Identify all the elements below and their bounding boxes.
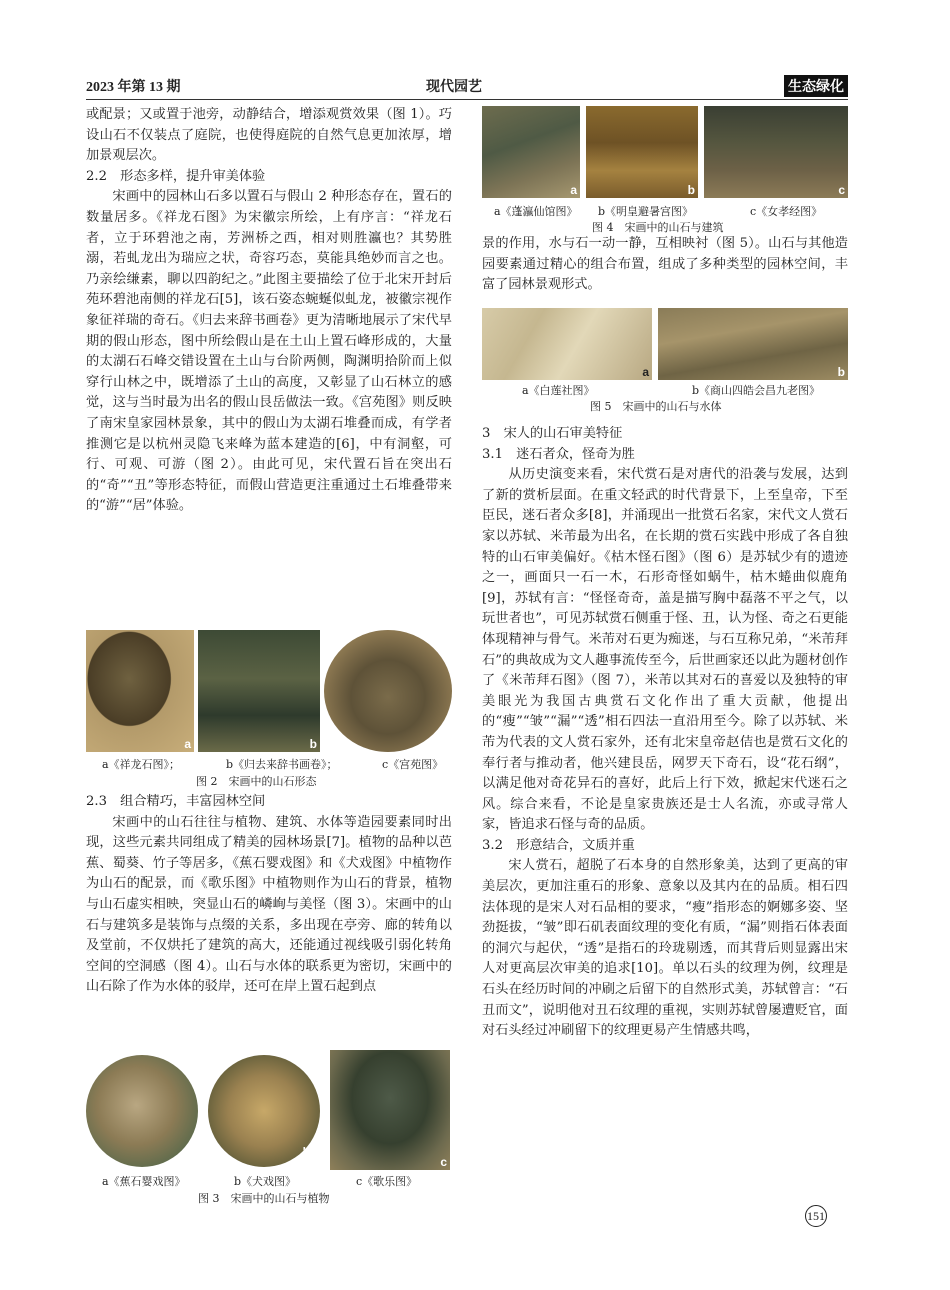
caption-2b: b《归去来辞书画卷》； — [226, 758, 338, 771]
figure-2c-image — [324, 630, 452, 752]
caption-3b: b《犬戏图》 — [234, 1175, 297, 1188]
paragraph: 宋画中的园林山石多以置石与假山 2 种形态存在，置石的数量居多。《祥龙石图》为宋徽宗所绘，上有序言：“祥龙石者，立于环碧池之南，芳洲桥之西，相对则胜瀛也？其势胜溺，若虬龙出为瑞应之状，奇容巧态，莫能具绝妙而言之也。乃亲绘缣素，聊以四韵纪之。”此图主要描绘了位于北宋开封后苑环碧池南侧的祥龙石[5]，该石姿态蜿蜒似虬龙，被徽宗视作象征祥瑞的奇石。《归去来辞书画卷》更为清晰地展示了宋代早期的假山形态，图中所绘假山是在土山上置石峰形成的，大量的太湖石石峰交错设置在土山与台阶两侧，陶渊明拾阶而上似穿行山林之中，既增添了土山的高度，又彰显了山石林立的感觉，这与当时最为出名的假山艮岳做法一致。《宫苑图》则反映了南宋皇家园林景象，其中的假山为太湖石堆叠而成，有学者推测它是以杭州灵隐飞来峰为蓝本建造的[6]，中有洞壑，可行、可观、可游（图 2）。由此可见，宋代置石旨在突出石的“奇”“丑”等形态特征，而假山营造更注重通过土石堆叠带来的“游”“居”体验。 — [86, 189, 452, 514]
header-rule — [86, 99, 848, 100]
figure-2a-image — [86, 630, 194, 752]
paragraph: 宋画中的山石往往与植物、建筑、水体等造园要素同时出现，这些元素共同组成了精美的园林场景[7]。植物的品种以芭蕉、蜀葵、竹子等居多，《蕉石婴戏图》和《犬戏图》中植物作为山石的配景，而《歌乐图》中植物则作为山石的背景，植物与山石虚实相映，突显山石的嶙峋与美怪（图 3）。宋画中的山石与建筑多是装饰与点缀的关系，多出现在亭旁、廊的转角以及堂前，不仅烘托了建筑的高大，还能通过视线吸引弱化转角空间的空洞感（图 4）。山石与水体的联系更为密切，宋画中的山石除了作为水体的驳岸，还可在岸上置石起到点 — [86, 814, 452, 995]
running-header — [86, 76, 848, 98]
caption-3a: a《蕉石婴戏图》 — [102, 1175, 186, 1188]
section-heading-3: 3 宋人的山石审美特征 — [482, 426, 623, 441]
section-heading-3-1: 3.1 迷石者众，怪奇为胜 — [482, 446, 635, 462]
figure-2-title: 图 2 宋画中的山石形态 — [196, 775, 317, 788]
right-column-text-2 — [482, 424, 848, 1042]
section-badge: 生态绿化 — [784, 75, 848, 97]
panel-label: c — [838, 183, 845, 197]
panel-label: b — [302, 1145, 310, 1159]
figure-4a-image — [482, 106, 580, 198]
caption-3c: c《歌乐图》 — [356, 1175, 418, 1188]
paragraph: 或配景；又或置于池旁，动静结合，增添观赏效果（图 1）。巧设山石不仅装点了庭院，也使得庭院的自然气息更加浓厚，增加景观层次。 — [86, 107, 452, 164]
panel-label: a — [184, 737, 191, 751]
paragraph: 景的作用，水与石一动一静，互相映衬（图 5）。山石与其他造园要素通过精心的组合布置，组成了多种类型的园林空间，丰富了园林景观形式。 — [482, 236, 848, 293]
caption-4c: c《女孝经图》 — [750, 205, 823, 218]
panel-label: b — [687, 183, 695, 197]
section-heading-2-3: 2.3 组合精巧，丰富园林空间 — [86, 794, 266, 809]
figure-5a-image — [482, 308, 652, 380]
caption-4b: b《明皇避暑宫图》 — [598, 205, 694, 218]
figure-3a-image — [86, 1055, 198, 1167]
left-column-top — [86, 105, 452, 517]
panel-label: b — [837, 365, 845, 379]
panel-label: c — [440, 1155, 447, 1169]
figure-4 — [482, 106, 848, 236]
figure-3c-image — [330, 1050, 450, 1170]
caption-4a: a《蓬瀛仙馆图》 — [494, 205, 578, 218]
figure-3-title: 图 3 宋画中的山石与植物 — [198, 1192, 330, 1205]
section-heading-3-2: 3.2 形意结合，文质并重 — [482, 837, 635, 853]
panel-label: a — [642, 365, 649, 379]
figure-5-title: 图 5 宋画中的山石与水体 — [590, 400, 722, 413]
figure-4-title: 图 4 宋画中的山石与建筑 — [592, 221, 724, 234]
panel-label: a — [570, 183, 577, 197]
figure-3b-image — [208, 1055, 320, 1167]
caption-2a: a《祥龙石图》； — [102, 758, 181, 771]
panel-label: a — [181, 1145, 188, 1159]
right-column-text-1 — [482, 234, 848, 296]
figure-5b-image — [658, 308, 848, 380]
caption-5b: b《商山四皓会昌九老图》 — [692, 384, 821, 397]
panel-label: c — [439, 737, 446, 751]
figure-4c-image — [704, 106, 848, 198]
page-number: 151 — [805, 1205, 827, 1227]
issue-label: 2023 年第 13 期 — [86, 80, 181, 95]
caption-2c: c《宫苑图》 — [382, 758, 444, 771]
figure-2 — [86, 630, 452, 790]
journal-title: 现代园艺 — [426, 79, 482, 95]
figure-5 — [482, 308, 848, 414]
caption-5a: a《白莲社图》 — [522, 384, 595, 397]
left-column-bottom — [86, 792, 452, 998]
panel-label: b — [309, 737, 317, 751]
paragraph: 宋人赏石，超脱了石本身的自然形象美，达到了更高的审美层次，更加注重石的形象、意象以及其内在的品质。相石四法体现的是宋人对石品相的要求，“瘦”指形态的婀娜多姿、坚劲挺拔，“皱”即石矶表面纹理的变化有质，“漏”则指石体表面的洞穴与起伏，“透”是指石的玲珑剔透，而其背后则显露出宋人对更高层次审美的追求[10]。单以石头的纹理为例，纹理是石头在经历时间的冲刷之后留下的自然形式美，苏轼曾言：“石丑而文”，说明他对丑石纹理的重视，实则苏轼曾屡遭贬官，面对石头经过冲刷留下的纹理更易产生情感共鸣， — [482, 858, 848, 1039]
figure-4b-image — [586, 106, 698, 198]
figure-3 — [86, 1050, 452, 1210]
paragraph: 从历史演变来看，宋代赏石是对唐代的沿袭与发展，达到了新的赏析层面。在重文轻武的时代背景下，上至皇帝，下至臣民，迷石者众多[8]，并涌现出一批赏石名家，宋代文人赏石家以苏轼、米芾最为出名，在长期的赏石实践中形成了各自独特的山石审美偏好。《枯木怪石图》（图 6）是苏轼少有的遗迹之一，画面只一石一木，石形奇怪如蜗牛，枯木蜷曲似鹿角[9]，苏轼有言：“怪怪奇奇，盖是描写胸中磊落不平之气，以玩世者也”，可见苏轼赏石侧重于怪、丑，认为怪、奇之石更能体现精神与骨气。米芾对石更为痴迷，与石互称兄弟，“米芾拜石”的典故成为文人趣事流传至今，后世画家还以此为题材创作了《米芾拜石图》（图 7），米芾以其对石的喜爱以及独特的审美眼光为我国古典赏石文化作出了重大贡献，他提出的“瘦”“皱”“漏”“透”相石四法一直沿用至今。除了以苏轼、米芾为代表的文人赏石家外，还有北宋皇帝赵佶也是赏石文化的奉行者与推动者，他兴建艮岳，网罗天下奇石，设“花石纲”，以满足他对奇花异石的喜好，此后上行下效，掀起宋代迷石之风。综合来看，不论是皇家贵族还是士人名流，亦或寻常人家，皆追求石怪与奇的品质。 — [482, 467, 848, 833]
figure-2b-image — [198, 630, 320, 752]
section-heading-2-2: 2.2 形态多样，提升审美体验 — [86, 168, 266, 184]
